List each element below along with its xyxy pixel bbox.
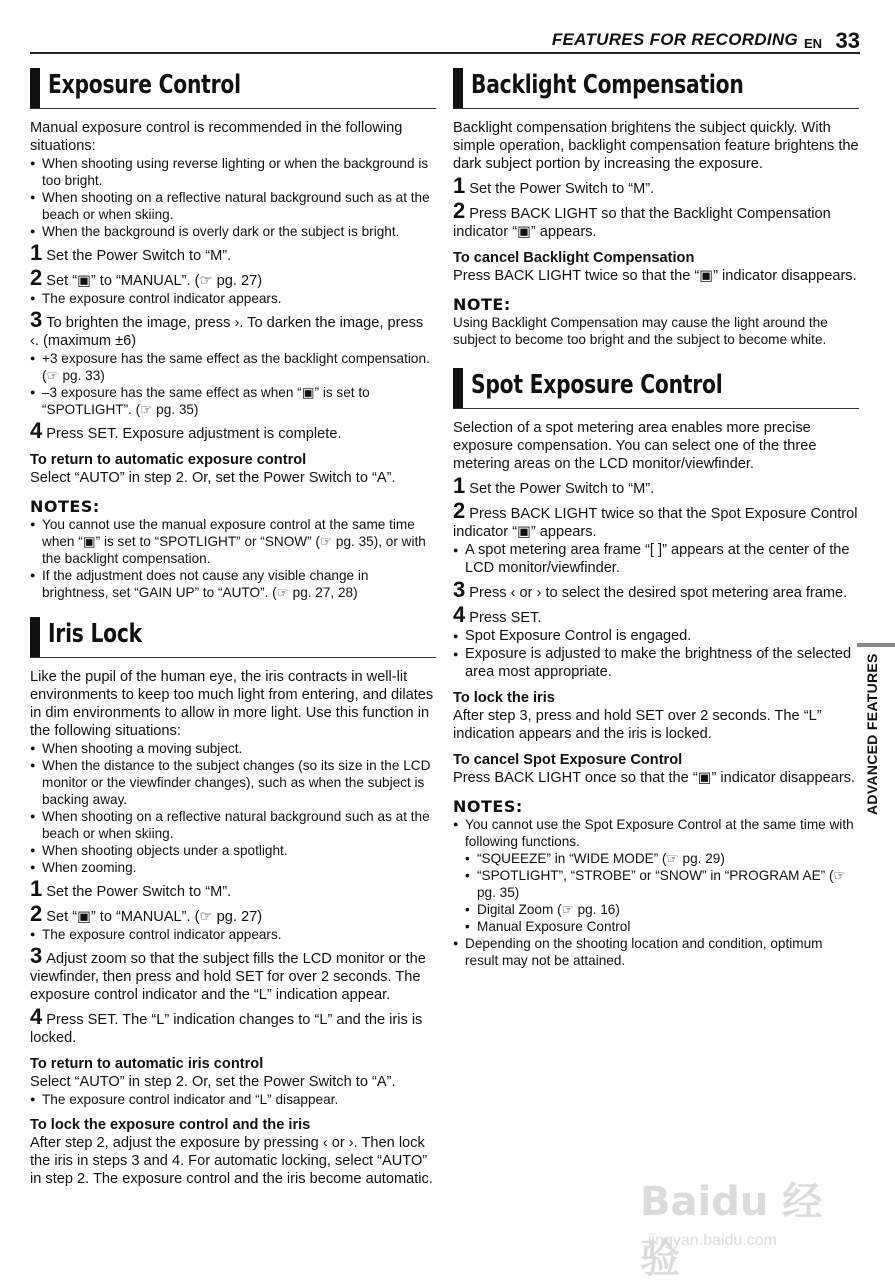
list-item: • Manual Exposure Control: [453, 918, 859, 935]
list-item: ● The exposure control indicator appears.: [30, 290, 436, 307]
exposure-title: Exposure Control: [48, 70, 241, 100]
list-item: ● When the distance to the subject changes (so its size in the LCD monitor or the viewfinder changes), such as when the subject is backing away.: [30, 757, 436, 808]
exposure-step-2: 2 Set “▣” to “MANUAL”. (☞ pg. 27): [30, 265, 263, 290]
iris-intro: Like the pupil of the human eye, the iris contracts in well-lit environments to keep too much light from entering, and dilates in dim environments to allow in more light. Use this function in the following situations:: [30, 669, 434, 739]
exposure-heading: [30, 68, 436, 109]
heading-bar: [453, 368, 463, 408]
backlight-heading: [453, 68, 859, 109]
list-item: ● You cannot use the Spot Exposure Control at the same time with following functions.: [453, 816, 859, 850]
iris-step-4: 4 Press SET. The “L” indication changes to “L” and the iris is locked.: [30, 1004, 423, 1046]
exposure-return-heading: To return to automatic exposure control: [30, 452, 307, 468]
spot-cancel-text: Press BACK LIGHT once so that the “▣” indicator disappears.: [453, 770, 856, 786]
spot-intro: Selection of a spot metering area enables more precise exposure compensation. You can select one of the three metering areas on the LCD monitor/viewfinder.: [453, 420, 817, 472]
exposure-return-text: Select “AUTO” in step 2. Or, set the Power Switch to “A”.: [30, 470, 396, 486]
iris-return-text: Select “AUTO” in step 2. Or, set the Power Switch to “A”.: [30, 1074, 396, 1090]
exposure-bullets: [30, 155, 436, 240]
spot-step-3: 3 Press ‹ or › to select the desired spot metering area frame.: [453, 577, 848, 602]
left-column: [30, 68, 436, 1188]
list-item: ● –3 exposure has the same effect as when “▣” is set to “SPOTLIGHT”. (☞ pg. 35): [30, 384, 436, 418]
list-item: ● The exposure control indicator appears.: [30, 926, 436, 943]
iris-step-2: 2 Set “▣” to “MANUAL”. (☞ pg. 27): [30, 901, 263, 926]
spot-notes-heading: NOTES:: [453, 797, 523, 816]
spot-step-4: 4 Press SET.: [453, 602, 542, 627]
list-item: ● The exposure control indicator and “L” disappear.: [30, 1091, 436, 1108]
list-item: ● When shooting on a reflective natural background such as at the beach or when skiing.: [30, 808, 436, 842]
list-item: ● Depending on the shooting location and condition, optimum result may not be attained.: [453, 935, 859, 969]
spot-lock-text: After step 3, press and hold SET over 2 seconds. The “L” indication appears and the iris is locked.: [453, 708, 822, 742]
list-item: ● When shooting on a reflective natural background such as at the beach or when skiing.: [30, 189, 436, 223]
side-label: ADVANCED FEATURES: [864, 653, 880, 815]
heading-bar: [453, 68, 463, 108]
backlight-title: Backlight Compensation: [471, 70, 744, 100]
spot-cancel-heading: To cancel Spot Exposure Control: [453, 752, 683, 768]
exposure-step-1: 1 Set the Power Switch to “M”.: [30, 240, 232, 265]
backlight-step-2: 2 Press BACK LIGHT so that the Backlight Compensation indicator “▣” appears.: [453, 198, 831, 240]
spot-step-1: 1 Set the Power Switch to “M”.: [453, 473, 655, 498]
list-item: ● Spot Exposure Control is engaged.: [453, 627, 859, 645]
iris-lock-heading: To lock the exposure control and the iris: [30, 1117, 311, 1133]
spot-step-2: 2 Press BACK LIGHT twice so that the Spot Exposure Control indicator “▣” appears.: [453, 498, 858, 540]
iris-step-1: 1 Set the Power Switch to “M”.: [30, 876, 232, 901]
watermark: [640, 1150, 860, 1282]
watermark-url: jingyan.baidu.com: [648, 1232, 777, 1249]
list-item: • Digital Zoom (☞ pg. 16): [453, 901, 859, 918]
iris-title: Iris Lock: [48, 619, 142, 649]
list-item: ● A spot metering area frame “[ ]” appears at the center of the LCD monitor/viewfinder.: [453, 541, 859, 577]
list-item: • “SPOTLIGHT”, “STROBE” or “SNOW” in “PROGRAM AE” (☞ pg. 35): [453, 867, 859, 901]
backlight-cancel-text: Press BACK LIGHT twice so that the “▣” indicator disappears.: [453, 268, 857, 284]
backlight-cancel-heading: To cancel Backlight Compensation: [453, 250, 695, 266]
iris-step-3: 3 Adjust zoom so that the subject fills the LCD monitor or the viewfinder, then press and hold SET for over 2 seconds. The exposure control indicator and the “L” indication appear.: [30, 943, 426, 1003]
iris-heading: [30, 617, 436, 658]
header-lang: EN: [803, 36, 822, 51]
list-item: ● +3 exposure has the same effect as the backlight compensation. (☞ pg. 33): [30, 350, 436, 384]
list-item: ● When shooting a moving subject.: [30, 740, 436, 757]
heading-bar: [30, 617, 40, 657]
exposure-step-4: 4 Press SET. Exposure adjustment is complete.: [30, 418, 342, 443]
side-tab-marker: [857, 643, 895, 647]
right-column: [453, 68, 859, 969]
backlight-step-1: 1 Set the Power Switch to “M”.: [453, 173, 655, 198]
spot-heading: [453, 368, 859, 409]
backlight-intro: Backlight compensation brightens the subject quickly. With simple operation, backlight compensation feature brightens the dark subject portion by increasing the exposure.: [453, 120, 859, 172]
iris-lock-text: After step 2, adjust the exposure by pressing ‹ or ›. Then lock the iris in steps 3 and 4. For automatic locking, select “AUTO” in step 2. The exposure control and the iris become automatic.: [30, 1135, 433, 1187]
spot-lock-heading: To lock the iris: [453, 690, 555, 706]
list-item: ● If the adjustment does not cause any visible change in brightness, set “GAIN UP” to “AUTO”. (☞ pg. 27, 28): [30, 567, 436, 601]
watermark-logo: Baidu 经验: [640, 1179, 823, 1282]
iris-return-heading: To return to automatic iris control: [30, 1056, 264, 1072]
exposure-intro: Manual exposure control is recommended in the following situations:: [30, 120, 403, 154]
list-item: ● Exposure is adjusted to make the brightness of the selected area most appropriate.: [453, 645, 859, 681]
exposure-step-3: 3 To brighten the image, press ›. To darken the image, press ‹. (maximum ±6): [30, 307, 424, 349]
list-item: ● When shooting using reverse lighting or when the background is too bright.: [30, 155, 436, 189]
page-number: 33: [835, 28, 860, 53]
list-item: ● When zooming.: [30, 859, 436, 876]
list-item: • “SQUEEZE” in “WIDE MODE” (☞ pg. 29): [453, 850, 859, 867]
backlight-note-text: Using Backlight Compensation may cause the light around the subject to become too bright and the subject to become white.: [453, 315, 828, 347]
page-header: [30, 28, 860, 54]
header-title: FEATURES FOR RECORDING: [551, 30, 798, 49]
backlight-note-heading: NOTE:: [453, 295, 511, 314]
exposure-notes-heading: NOTES:: [30, 497, 100, 516]
list-item: ● When the background is overly dark or the subject is bright.: [30, 223, 436, 240]
list-item: ● When shooting objects under a spotlight.: [30, 842, 436, 859]
heading-bar: [30, 68, 40, 108]
spot-title: Spot Exposure Control: [471, 370, 723, 400]
list-item: ● You cannot use the manual exposure control at the same time when “▣” is set to “SPOTLIGHT” or “SNOW” (☞ pg. 35), or with the backlight compensation.: [30, 516, 436, 567]
